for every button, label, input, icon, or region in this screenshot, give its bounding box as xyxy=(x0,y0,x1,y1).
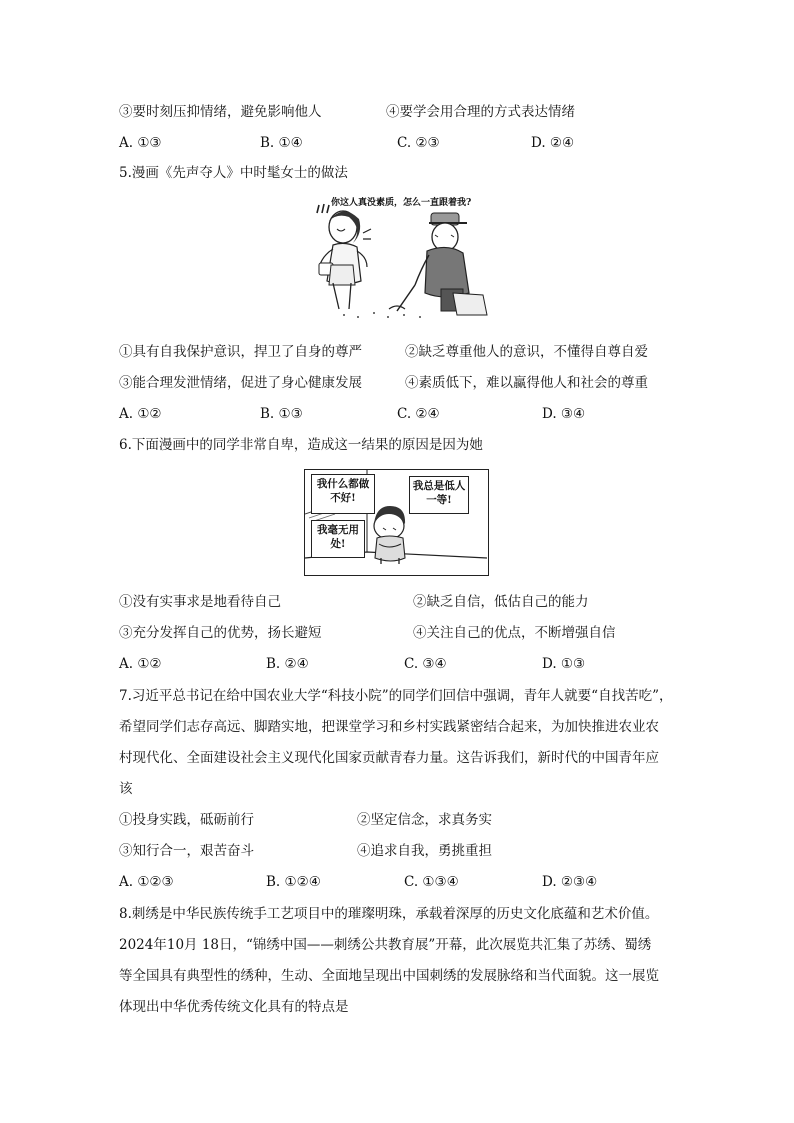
q5-choice-d: D. ③④ xyxy=(542,406,586,422)
q6-choice-c: C. ③④ xyxy=(404,656,447,672)
q4-choice-a: A. ①③ xyxy=(119,135,162,151)
q6-choice-b: B. ②④ xyxy=(266,656,309,672)
q5-option-4: ④素质低下，难以赢得他人和社会的尊重 xyxy=(405,375,648,391)
q5-speech-text: 你这人真没素质，怎么一直跟着我? xyxy=(331,198,472,208)
q7-option-3: ③知行合一，艰苦奋斗 xyxy=(119,843,254,859)
q4-choice-b: B. ①④ xyxy=(260,135,303,151)
q8-stem-line-4: 体现出中华优秀传统文化具有的特点是 xyxy=(119,999,349,1015)
q7-stem-line-2: 希望同学们志存高远、脚踏实地，把课堂学习和乡村实践紧密结合起来，为加快推进农业农 xyxy=(119,719,659,735)
q6-sign-2: 我总是低人一等! xyxy=(409,476,469,514)
q5-choice-a: A. ①② xyxy=(119,406,162,422)
q5-option-3: ③能合理发泄情绪，促进了身心健康发展 xyxy=(119,375,362,391)
q5-option-1: ①具有自我保护意识，捍卫了自身的尊严 xyxy=(119,344,362,360)
q7-choice-d: D. ②③④ xyxy=(542,874,598,890)
q7-stem-line-4: 该 xyxy=(119,781,133,797)
q6-option-2: ②缺乏自信，低估自己的能力 xyxy=(413,594,589,610)
q7-choice-b: B. ①②④ xyxy=(266,874,321,890)
q5-stem: 5.漫画《先声夺人》中时髦女士的做法 xyxy=(119,165,348,181)
q5-choice-b: B. ①③ xyxy=(260,406,303,422)
q7-option-2: ②坚定信念，求真务实 xyxy=(357,812,492,828)
q7-stem-line-3: 村现代化、全面建设社会主义现代化国家贡献青春力量。这告诉我们，新时代的中国青年应 xyxy=(119,750,659,766)
q5-cartoon-drawing xyxy=(303,193,503,325)
q4-option-4: ④要学会用合理的方式表达情绪 xyxy=(386,104,575,120)
q4-option-3: ③要时刻压抑情绪，避免影响他人 xyxy=(119,104,322,120)
q7-option-4: ④追求自我，勇挑重担 xyxy=(357,843,492,859)
q6-sign-3: 我毫无用处! xyxy=(311,520,365,558)
q6-choice-a: A. ①② xyxy=(119,656,162,672)
q6-cartoon xyxy=(304,469,489,576)
q8-stem-line-3: 等全国具有典型性的绣种，生动、全面地呈现出中国刺绣的发展脉络和当代面貌。这一展览 xyxy=(119,968,659,984)
q6-choice-d: D. ①③ xyxy=(542,656,586,672)
q6-option-4: ④关注自己的优点，不断增强自信 xyxy=(413,625,616,641)
q5-option-2: ②缺乏尊重他人的意识，不懂得自尊自爱 xyxy=(405,344,648,360)
q7-option-1: ①投身实践，砥砺前行 xyxy=(119,812,254,828)
q6-stem: 6.下面漫画中的同学非常自卑，造成这一结果的原因是因为她 xyxy=(119,437,483,453)
q5-choice-c: C. ②④ xyxy=(397,406,440,422)
q6-option-1: ①没有实事求是地看待自己 xyxy=(119,594,281,610)
q5-cartoon xyxy=(303,193,503,325)
q8-stem-line-2: 2024年10月 18日，“锦绣中国——刺绣公共教育展”开幕，此次展览共汇集了苏绣、蜀绣 xyxy=(119,937,652,953)
q7-stem-line-1: 7.习近平总书记在给中国农业大学“科技小院”的同学们回信中强调，青年人就要“自找苦吃”， xyxy=(119,688,673,704)
q7-choice-c: C. ①③④ xyxy=(404,874,459,890)
q4-choice-d: D. ②④ xyxy=(531,135,575,151)
q6-option-3: ③充分发挥自己的优势，扬长避短 xyxy=(119,625,322,641)
q6-sign-1: 我什么都做不好! xyxy=(311,474,375,514)
q8-stem-line-1: 8.刺绣是中华民族传统手工艺项目中的璀璨明珠，承载着深厚的历史文化底蕴和艺术价值。 xyxy=(119,906,659,922)
q4-choice-c: C. ②③ xyxy=(397,135,440,151)
q7-choice-a: A. ①②③ xyxy=(119,874,174,890)
